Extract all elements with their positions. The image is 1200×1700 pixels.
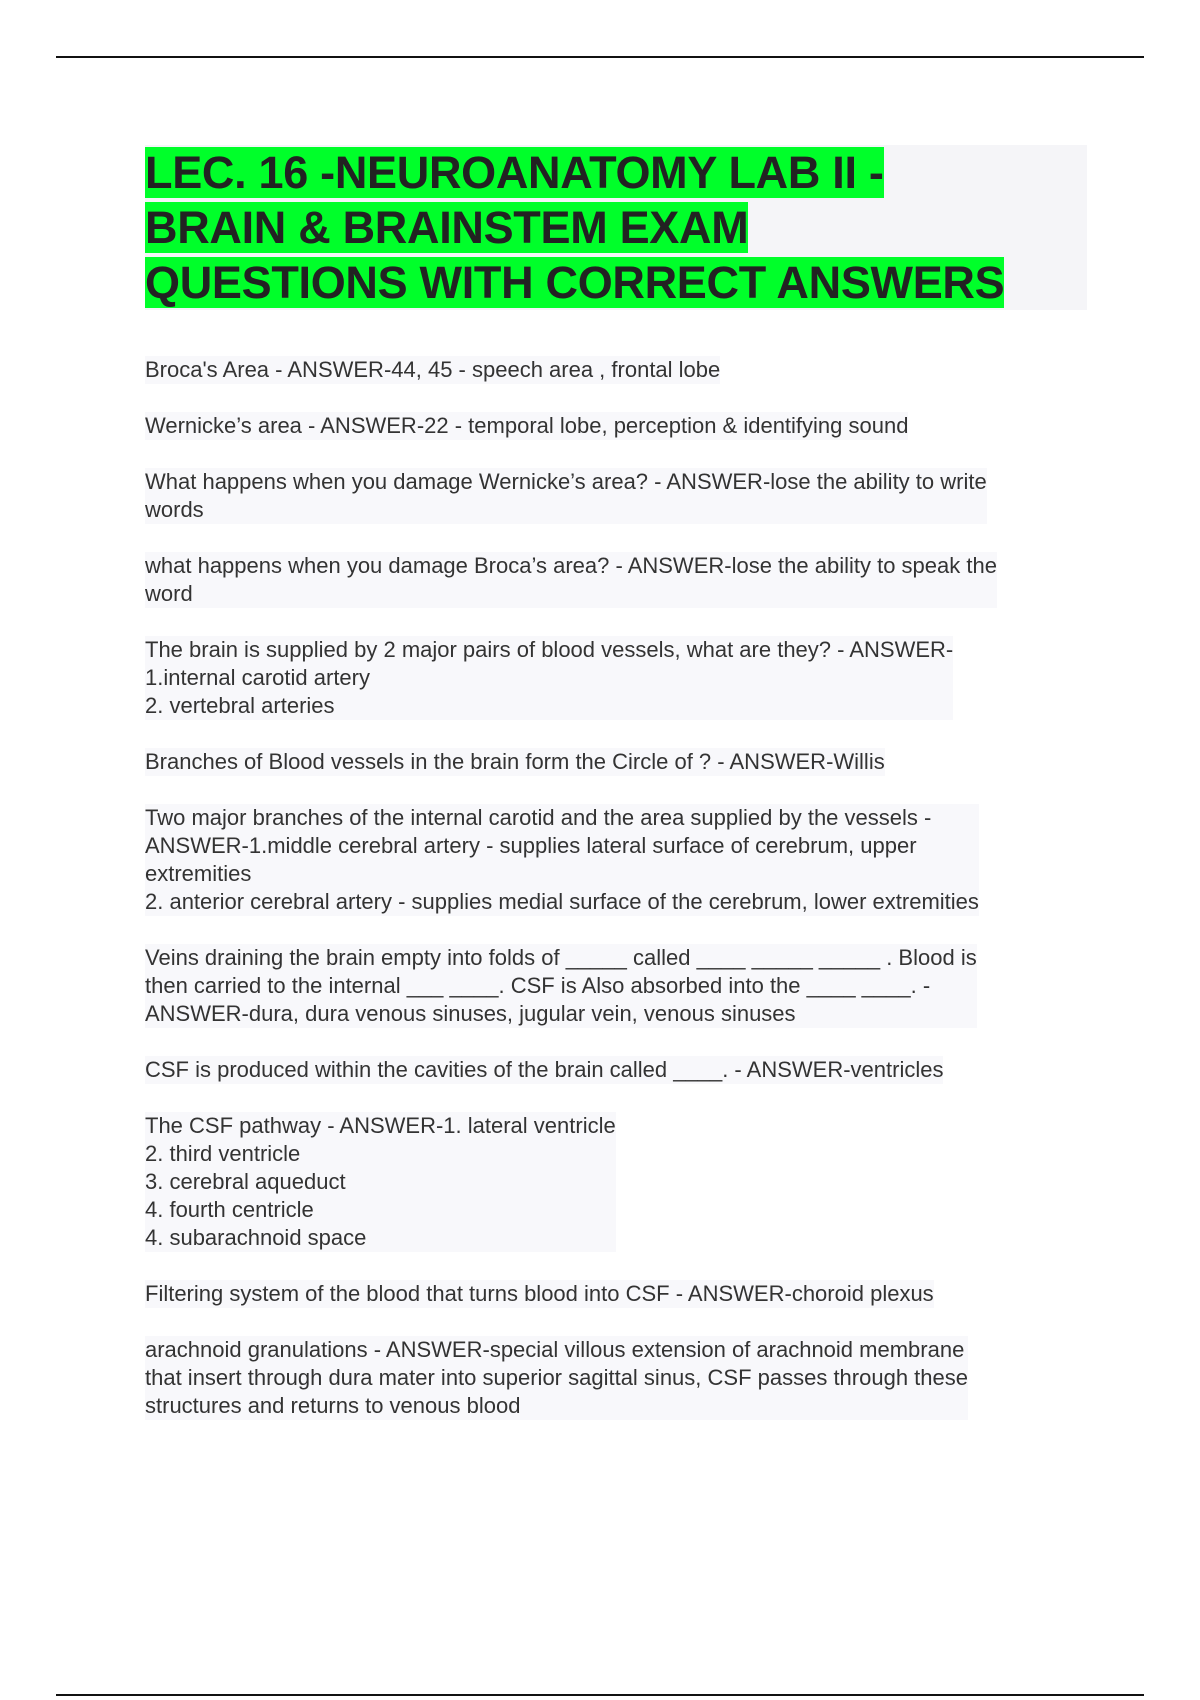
title-block	[145, 145, 1087, 310]
qa-item-broca-damage: what happens when you damage Broca’s area? - ANSWER-lose the ability to speak the word	[145, 553, 997, 606]
title-line-1: LEC. 16 -NEUROANATOMY LAB II -	[145, 147, 884, 198]
footer-rule	[56, 1694, 1144, 1696]
qa-item-csf-pathway: The CSF pathway - ANSWER-1. lateral ventricle 2. third ventricle 3. cerebral aqueduct 4. fourth centricle 4. subarachnoid space	[145, 1113, 616, 1250]
document-title	[145, 145, 1087, 310]
document-body	[145, 145, 1087, 1448]
qa-item-csf-produced: CSF is produced within the cavities of the brain called ____. - ANSWER-ventricles	[145, 1057, 944, 1082]
header-rule	[56, 56, 1144, 58]
qa-item-internal-carotid-branches: Two major branches of the internal carotid and the area supplied by the vessels - ANSWER-1.middle cerebral artery - supplies lateral surface of cerebrum, upper extremities 2. anterior cerebral artery - supplies medial surface of the cerebrum, lower extremities	[145, 805, 979, 914]
title-line-2: BRAIN & BRAINSTEM EXAM	[145, 202, 749, 253]
title-line-3: QUESTIONS WITH CORRECT ANSWERS	[145, 257, 1005, 308]
qa-item-veins-draining: Veins draining the brain empty into folds of _____ called ____ _____ _____ . Blood is then carried to the internal ___ ____. CSF is Also absorbed into the ____ ____. - ANSWER-dura, dura venous sinuses, jugular vein, venous sinuses	[145, 945, 977, 1026]
qa-list	[145, 356, 1087, 1420]
qa-item-blood-vessels: The brain is supplied by 2 major pairs of blood vessels, what are they? - ANSWER- 1.internal carotid artery 2. vertebral arteries	[145, 637, 954, 718]
qa-item-arachnoid-granulations: arachnoid granulations - ANSWER-special villous extension of arachnoid membrane that insert through dura mater into superior sagittal sinus, CSF passes through these structures and returns to venous blood	[145, 1337, 968, 1418]
qa-item-wernickes-area: Wernicke’s area - ANSWER-22 - temporal lobe, perception & identifying sound	[145, 413, 909, 438]
qa-item-wernicke-damage: What happens when you damage Wernicke’s area? - ANSWER-lose the ability to write words	[145, 469, 987, 522]
qa-item-filtering-system: Filtering system of the blood that turns blood into CSF - ANSWER-choroid plexus	[145, 1281, 934, 1306]
qa-item-brocas-area: Broca's Area - ANSWER-44, 45 - speech area , frontal lobe	[145, 357, 721, 382]
qa-item-circle-of-willis: Branches of Blood vessels in the brain form the Circle of ? - ANSWER-Willis	[145, 749, 885, 774]
